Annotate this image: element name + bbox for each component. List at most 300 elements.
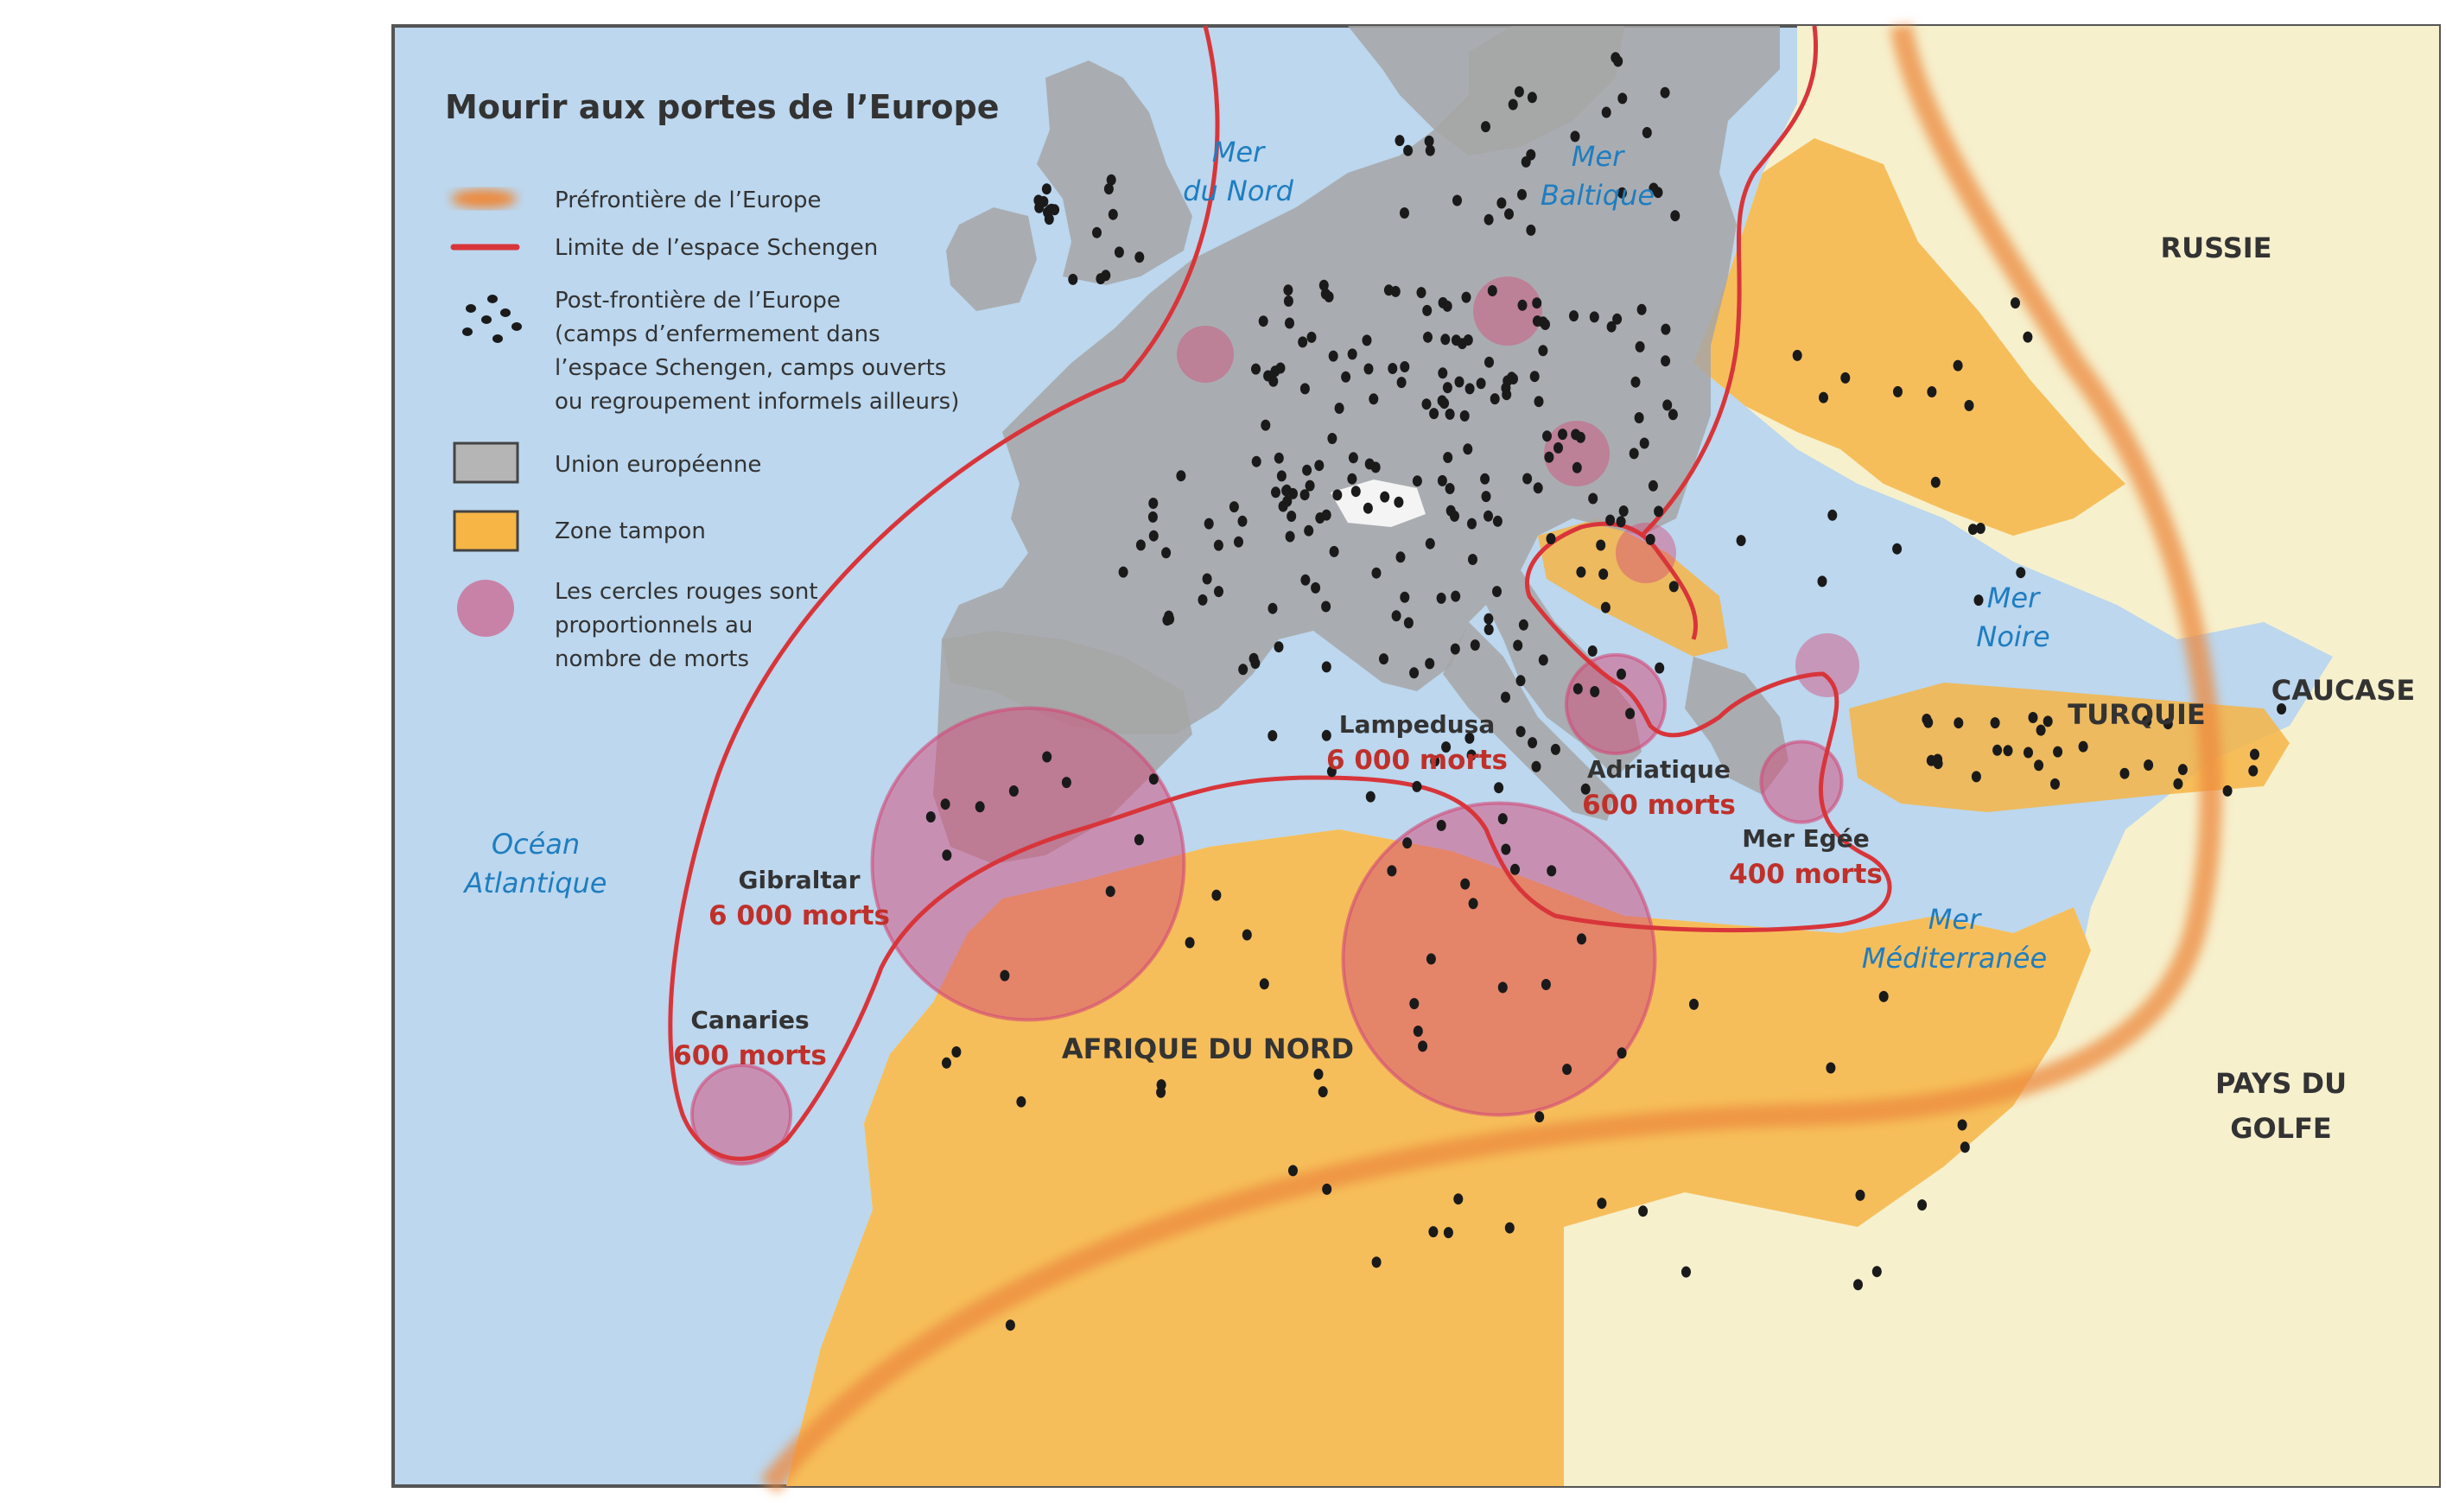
camp-dot: [1670, 210, 1680, 221]
camp-dot: [1509, 99, 1518, 111]
camp-dot: [1617, 92, 1627, 104]
camp-dot: [1104, 183, 1114, 194]
camp-dot: [1534, 482, 1543, 493]
camp-dot: [1429, 408, 1439, 419]
camp-dot: [1927, 386, 1936, 397]
camp-dot: [1332, 489, 1342, 500]
camp-dot: [1185, 937, 1195, 949]
camp-dot: [1327, 433, 1337, 444]
camp-dot: [1417, 287, 1426, 298]
hotspot-deaths-adriatique: 600 morts: [1582, 790, 1736, 821]
camp-dot: [1590, 311, 1599, 322]
camp-dot: [1409, 667, 1419, 678]
camp-dot: [1214, 586, 1223, 597]
hotspot-deaths-gibraltar: 6 000 morts: [708, 900, 891, 931]
camp-dot: [1668, 409, 1678, 420]
camp-dot: [1426, 538, 1435, 550]
camp-dot: [1414, 1026, 1423, 1037]
camp-dot: [1445, 483, 1455, 494]
camp-dot: [1268, 603, 1278, 614]
region-label-russie-line: RUSSIE: [2160, 232, 2272, 264]
camp-dot: [1363, 503, 1373, 514]
camp-dot: [1840, 372, 1850, 384]
camp-dot: [1458, 338, 1467, 349]
camp-dot: [1042, 183, 1051, 194]
camp-dot: [1388, 363, 1397, 374]
camp-dot: [1519, 619, 1528, 631]
camp-dot: [1635, 412, 1644, 423]
map-title: Mourir aux portes de l’Europe: [445, 88, 1000, 126]
camp-dot: [1394, 497, 1403, 508]
camp-dot: [1211, 890, 1221, 901]
hotspot-deaths-canaries: 600 morts: [673, 1040, 827, 1071]
camp-dot: [1569, 310, 1579, 321]
camp-dot: [1161, 547, 1171, 558]
camp-dot: [1538, 345, 1547, 356]
camp-dot: [1109, 209, 1118, 220]
camp-dot: [1425, 658, 1434, 670]
region-label-caucase: [2271, 674, 2415, 707]
camp-dot: [1484, 214, 1494, 226]
camp-dot: [1547, 533, 1556, 544]
camp-dot: [1234, 537, 1243, 548]
legend-item-schengen: [555, 235, 878, 261]
camp-dot: [1372, 568, 1382, 579]
hotspot-deaths-egee: 400 morts: [1729, 859, 1883, 890]
camp-dot: [1413, 475, 1422, 486]
camp-dot: [1661, 324, 1670, 335]
sea-label-mediterranee-line: Méditerranée: [1861, 942, 2048, 975]
camp-dot: [1300, 383, 1310, 394]
camp-dot: [1528, 737, 1537, 748]
camp-dot: [1689, 999, 1699, 1010]
camp-dot: [1347, 473, 1356, 485]
camp-dot: [1460, 410, 1470, 422]
camp-dot: [2004, 745, 2013, 756]
camp-dot: [1513, 640, 1522, 651]
camp-dot: [1366, 791, 1375, 803]
camp-dot: [1481, 121, 1490, 132]
camp-dot: [1588, 645, 1598, 657]
sea-label-baltique-line: Mer: [1571, 140, 1624, 173]
camp-dot: [1106, 886, 1115, 897]
camp-dot: [1288, 1165, 1298, 1176]
camp-dot: [1039, 196, 1048, 207]
circle-small: [1473, 276, 1542, 346]
camp-dot: [1619, 505, 1629, 517]
camp-dot: [1392, 610, 1401, 621]
camp-dot: [1972, 771, 1981, 782]
camp-dot: [1598, 569, 1608, 580]
camp-dot: [1974, 594, 1984, 606]
camp-dot: [1380, 492, 1389, 503]
camp-dot: [1515, 86, 1524, 98]
legend-item-postfrontiere-line: Post-frontière de l’Europe: [555, 288, 841, 314]
camp-dot: [1553, 442, 1563, 454]
camp-dot: [1471, 639, 1480, 651]
camp-dot: [1311, 582, 1320, 594]
camp-dot: [1400, 592, 1409, 603]
camp-dot: [1541, 979, 1551, 990]
camp-dot: [1879, 991, 1889, 1002]
camp-dot: [1819, 392, 1828, 403]
camp-dot: [1288, 488, 1298, 499]
camp-dot: [1892, 543, 1902, 555]
camp-dot: [1507, 372, 1516, 383]
camp-dot: [951, 1046, 961, 1058]
camp-dot: [1654, 187, 1663, 198]
camp-dot: [1251, 364, 1261, 375]
camp-dot: [1954, 360, 1963, 372]
camp-dot: [1576, 567, 1585, 578]
camp-dot: [1590, 686, 1599, 697]
camp-dot: [1522, 473, 1532, 485]
camp-dot: [1532, 761, 1541, 772]
sea-label-noire-line: Noire: [1976, 620, 2050, 653]
camp-dot: [1526, 225, 1535, 236]
camp-dot: [1348, 348, 1357, 359]
camp-dot: [1149, 773, 1159, 785]
camp-dot: [1494, 782, 1503, 793]
camp-dot: [1655, 663, 1664, 674]
camp-dot: [1444, 1227, 1453, 1238]
camp-dot: [1422, 398, 1432, 410]
camp-dot: [1498, 813, 1508, 824]
camp-dot: [1274, 453, 1284, 464]
camp-dot: [1263, 371, 1273, 382]
camp-dot: [1321, 601, 1331, 613]
camp-dot: [1016, 1096, 1026, 1108]
camp-dot: [1428, 1226, 1438, 1237]
circle-small: [1795, 633, 1859, 697]
camp-dot: [1437, 820, 1446, 831]
camp-dot: [1544, 452, 1553, 463]
camp-dot: [1465, 383, 1475, 394]
camp-dot: [1502, 389, 1511, 400]
legend-swatch-prefrontiere: [451, 189, 517, 208]
camp-dot: [1934, 758, 1943, 769]
camp-dot: [1605, 515, 1615, 526]
camp-dot: [1363, 334, 1372, 346]
camp-dot: [1542, 430, 1552, 442]
camp-dot: [1425, 136, 1434, 147]
camp-dot: [1613, 55, 1623, 67]
camp-dot: [1438, 475, 1447, 486]
camp-dot: [1335, 403, 1344, 414]
camp-dot: [1463, 443, 1472, 454]
camp-dot: [1958, 1120, 1967, 1131]
camp-dot: [1285, 318, 1294, 329]
camp-dot: [1400, 207, 1409, 219]
camp-dot: [1534, 1111, 1544, 1122]
camp-dot: [1451, 644, 1460, 655]
camp-dot: [2173, 778, 2182, 790]
camp-dot: [1617, 669, 1626, 680]
camp-dot: [1260, 978, 1269, 989]
legend-item-postfrontiere-line: ou regroupement informels ailleurs): [555, 389, 960, 415]
camp-dot: [1856, 1190, 1865, 1201]
camp-dot: [1607, 321, 1617, 333]
camp-dot: [1462, 292, 1471, 303]
legend-item-postfrontiere-line: (camps d’enfermement dans: [555, 321, 880, 347]
camp-dot: [1617, 516, 1626, 527]
camp-dot: [1637, 304, 1647, 315]
legend-swatch-cercles: [457, 580, 514, 637]
camp-dot: [1314, 460, 1324, 471]
camp-dot: [1176, 470, 1185, 481]
camp-dot: [1318, 1086, 1328, 1097]
camp-dot: [1467, 518, 1477, 530]
camp-dot: [1397, 377, 1407, 388]
camp-dot: [1490, 393, 1500, 404]
camp-dot: [1238, 516, 1248, 527]
camp-dot: [1992, 745, 2002, 756]
camp-dot: [1577, 933, 1586, 944]
camp-dot: [1558, 429, 1567, 440]
camp-dot: [1450, 511, 1459, 522]
camp-dot: [1307, 332, 1317, 343]
camp-dot: [1631, 377, 1641, 388]
camp-dot: [1304, 525, 1313, 537]
camp-dot: [1092, 227, 1102, 238]
camp-dot: [1826, 1063, 1835, 1074]
camp-dot: [941, 798, 950, 810]
camp-dot: [1518, 300, 1528, 311]
camp-dot: [1451, 591, 1460, 602]
camp-dot: [1654, 505, 1663, 517]
camp-dot: [1148, 498, 1158, 509]
camp-dot: [1501, 692, 1510, 703]
camp-dot: [1541, 319, 1550, 330]
legend-item-ue: [555, 452, 761, 478]
camp-dot: [1646, 534, 1655, 545]
camp-dot: [1596, 540, 1605, 551]
camp-dot: [1439, 297, 1448, 308]
camp-dot: [1630, 448, 1639, 459]
camp-dot: [1517, 189, 1527, 200]
camp-dot: [1351, 486, 1361, 497]
legend-item-tampon: [555, 518, 706, 544]
camp-dot: [1349, 452, 1358, 463]
camp-dot: [1418, 1040, 1427, 1051]
hotspot-name-gibraltar: Gibraltar: [738, 866, 861, 894]
camp-dot: [1501, 844, 1510, 855]
camp-dot: [1484, 357, 1494, 368]
camp-dot: [1477, 378, 1486, 389]
camp-dot: [2023, 332, 2032, 343]
camp-dot: [1409, 998, 1419, 1009]
camp-dot: [1483, 613, 1493, 625]
camp-dot: [1636, 341, 1645, 353]
camp-dot: [2120, 768, 2130, 779]
camp-dot: [1625, 708, 1635, 719]
circle-egee: [1761, 741, 1841, 822]
camp-dot: [1551, 744, 1560, 755]
camp-dot: [1134, 251, 1144, 263]
camp-dot: [1504, 208, 1514, 219]
sea-label-noire-line: Mer: [1986, 581, 2040, 614]
camp-dot: [1242, 930, 1252, 941]
legend-item-prefrontiere: [555, 187, 821, 213]
camp-dot: [1931, 477, 1941, 488]
legend-item-prefrontiere-line: Préfrontière de l’Europe: [555, 187, 822, 213]
camp-dot: [1364, 364, 1374, 375]
legend-item-cercles-line: Les cercles rouges sont: [555, 579, 818, 605]
camp-dot: [1976, 523, 1985, 534]
camp-dot: [1522, 156, 1531, 168]
camp-dot: [1437, 593, 1446, 604]
camp-dot: [1818, 575, 1827, 587]
camp-dot: [2024, 747, 2033, 759]
camp-dot: [1279, 501, 1288, 512]
camp-dot: [1271, 486, 1280, 498]
camp-dot: [1372, 1256, 1382, 1267]
sea-label-nord-line: Mer: [1211, 136, 1265, 168]
camp-dot: [1062, 777, 1071, 788]
camp-dot: [1400, 361, 1409, 372]
camp-dot: [1238, 664, 1248, 675]
camp-dot: [1662, 399, 1672, 410]
camp-dot: [1498, 982, 1508, 993]
camp-dot: [1403, 145, 1413, 156]
camp-dot: [1045, 204, 1055, 215]
camp-dot: [1204, 518, 1214, 530]
circle-small: [1177, 326, 1234, 383]
camp-dot: [1601, 602, 1611, 613]
camp-dot: [1469, 898, 1478, 909]
camp-dot: [1453, 1193, 1463, 1204]
camp-dot: [1452, 195, 1462, 206]
region-label-turquie: [2068, 698, 2205, 731]
sea-label-atlantique-line: Océan: [491, 828, 581, 861]
hotspot-name-lampedusa: Lampedusa: [1338, 710, 1496, 739]
camp-dot: [1329, 351, 1338, 362]
region-label-golfe-line: PAYS DU: [2214, 1067, 2348, 1100]
legend-item-postfrontiere-line: l’espace Schengen, camps ouverts: [555, 355, 947, 381]
camp-dot: [1068, 274, 1077, 285]
camp-dot: [1315, 512, 1325, 524]
sea-label-baltique-line: Baltique: [1540, 179, 1655, 212]
camp-dot: [1426, 953, 1436, 964]
camp-dot: [1045, 213, 1054, 225]
camp-dot: [2079, 741, 2088, 753]
camp-dot: [1573, 683, 1583, 695]
legend-item-cercles-line: nombre de morts: [555, 646, 750, 672]
camp-dot: [1369, 393, 1378, 404]
camp-dot: [2178, 764, 2188, 775]
camp-dot: [975, 801, 985, 812]
camp-dot: [1562, 1064, 1572, 1075]
camp-dot: [1661, 87, 1670, 98]
camp-dot: [1198, 594, 1208, 606]
camp-dot: [1287, 511, 1296, 522]
camp-dot: [1319, 280, 1329, 291]
camp-dot: [1438, 367, 1447, 378]
camp-dot: [1006, 1319, 1015, 1331]
camp-dot: [1115, 246, 1124, 257]
camp-dot: [1460, 879, 1470, 890]
camp-dot: [1379, 653, 1388, 664]
camp-dot: [1286, 531, 1295, 543]
camp-dot: [1532, 297, 1541, 308]
camp-dot: [1455, 377, 1464, 388]
legend-swatch-tampon: [454, 511, 518, 550]
camp-dot: [2029, 712, 2038, 723]
camp-dot: [1156, 1087, 1166, 1098]
camp-dot: [1516, 726, 1526, 737]
legend-swatch-ue: [454, 443, 518, 482]
camp-dot: [1510, 864, 1520, 875]
camp-dot: [1539, 654, 1548, 665]
camp-dot: [1214, 540, 1223, 551]
camp-dot: [1261, 420, 1270, 431]
camp-dot: [1669, 581, 1679, 592]
camp-dot: [1640, 438, 1649, 449]
camp-dot: [1000, 970, 1009, 982]
camp-dot: [1009, 785, 1019, 797]
camp-dot: [1737, 535, 1746, 546]
camp-dot: [1134, 834, 1144, 845]
circle-lampedusa: [1344, 804, 1655, 1115]
camp-dot: [1322, 661, 1331, 672]
camp-dot: [1402, 837, 1412, 848]
camp-dot: [1298, 336, 1307, 347]
hotspot-deaths-lampedusa: 6 000 morts: [1325, 745, 1509, 776]
camp-dot: [1872, 1266, 1882, 1277]
camp-dot: [942, 1058, 951, 1069]
camp-dot: [1395, 135, 1405, 146]
sea-label-mediterranee-line: Mer: [1928, 903, 1981, 936]
camp-dot: [2223, 785, 2233, 797]
hotspot-name-egee: Mer Egée: [1742, 824, 1870, 853]
camp-dot: [1149, 530, 1159, 542]
camp-dot: [926, 811, 936, 823]
hotspot-name-canaries: Canaries: [690, 1006, 810, 1034]
camp-dot: [1423, 332, 1433, 343]
camp-dot: [1277, 470, 1287, 481]
camp-dot: [1853, 1279, 1863, 1290]
camp-dot: [1922, 714, 1931, 725]
region-label-golfe-line: GOLFE: [2230, 1112, 2332, 1145]
camp-dot: [1391, 286, 1401, 297]
camp-dot: [1480, 473, 1490, 485]
region-label-afrique: [1062, 1032, 1354, 1065]
camp-dot: [2043, 715, 2053, 727]
camp-dot: [1484, 624, 1494, 635]
camp-dot: [1991, 717, 2000, 728]
camp-dot: [1042, 752, 1051, 763]
camp-dot: [2053, 746, 2062, 758]
camp-dot: [1530, 371, 1540, 382]
camp-dot: [1793, 350, 1802, 361]
camp-dot: [1965, 400, 1974, 411]
camp-dot: [2034, 759, 2043, 771]
camp-dot: [1496, 198, 1506, 209]
camp-dot: [1681, 1267, 1691, 1278]
camp-dot: [1917, 1199, 1927, 1210]
legend-item-cercles-line: proportionnels au: [555, 613, 753, 638]
camp-dot: [1438, 395, 1447, 406]
camp-dot: [1547, 865, 1556, 876]
camp-dot: [1412, 781, 1421, 792]
camp-dot: [1119, 567, 1128, 578]
camp-dot: [1638, 1205, 1648, 1217]
camp-dot: [1505, 1223, 1515, 1234]
legend-item-ue-line: Union européenne: [555, 452, 762, 478]
camp-dot: [1443, 452, 1452, 463]
camp-dot: [1483, 511, 1493, 522]
camp-dot: [1341, 372, 1350, 383]
